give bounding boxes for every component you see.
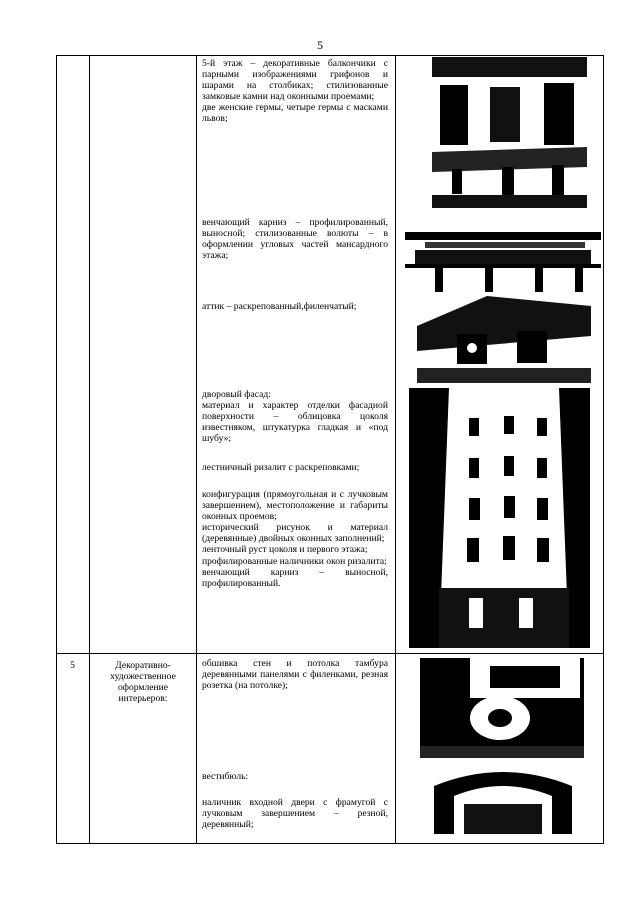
attic-photo	[417, 296, 591, 383]
description-line: наличник входной двери с фрамугой с лучковым завершением – резной, деревянный;	[202, 797, 388, 831]
vestibule-panels-photo	[420, 658, 584, 758]
table-border-right	[603, 55, 604, 844]
description-block	[202, 58, 388, 125]
description-line: дворовый фасад:	[202, 389, 271, 400]
description-line: аттик – раскрепованный,филенчатый;	[202, 301, 357, 312]
table-border-bottom	[56, 843, 604, 844]
description-line: две женские гермы, четыре гермы с масками львов;	[202, 102, 388, 125]
entrance-door-photo	[424, 768, 582, 834]
description-line: лестничный ризалит с раскреповками;	[202, 462, 360, 473]
description-block	[202, 389, 388, 444]
description-line: обшивка стен и потолка тамбура деревянными панелями с филенками, резная розетка (на потолке);	[202, 658, 388, 692]
column-divider	[395, 55, 396, 844]
courtyard-facade-photo	[409, 388, 590, 648]
description-line: венчающий карниз – выносной, профилированный.	[202, 566, 388, 589]
column-divider	[196, 55, 197, 844]
description-line: профилированные наличники окон ризалита;	[202, 555, 387, 567]
column-divider	[89, 55, 90, 844]
description-line: ленточный руст цоколя и первого этажа;	[202, 544, 368, 556]
description-line: 5-й этаж – декоративные балкончики с парными изображениями грифонов и шарами на столбиках; стилизованные замковые камни над оконными проемами;	[202, 58, 388, 103]
row-number: 5	[70, 660, 75, 671]
description-line: конфигурация (прямоугольная и с лучковым завершением), местоположение и габариты оконных проемов;	[202, 489, 388, 523]
description-block	[202, 217, 388, 261]
table-border-left	[56, 55, 57, 844]
cornice-photo	[405, 228, 601, 294]
description-block	[202, 462, 388, 473]
page-number: 5	[317, 38, 323, 52]
description-line: вестибюль:	[202, 771, 249, 782]
description-block	[202, 658, 388, 691]
description-line: венчающий карниз – профилированный, выносной; стилизованные волюты – в оформлении угловых частей мансардного этажа;	[202, 217, 388, 262]
table-border-top	[56, 55, 604, 56]
facade-balconies-photo	[432, 57, 587, 208]
description-line: материал и характер отделки фасадной поверхности – облицовка цоколя известняком, штукатурка гладкая и «под шубу»;	[202, 400, 388, 445]
description-block	[202, 797, 388, 830]
description-block	[202, 489, 388, 589]
description-block	[202, 771, 388, 782]
row-item-title: Декоративно-художественное оформление интерьеров:	[110, 660, 176, 705]
description-block	[202, 301, 388, 312]
description-line: исторический рисунок и материал (деревянные) двойных оконных заполнений;	[202, 522, 388, 545]
row-divider	[56, 653, 604, 654]
